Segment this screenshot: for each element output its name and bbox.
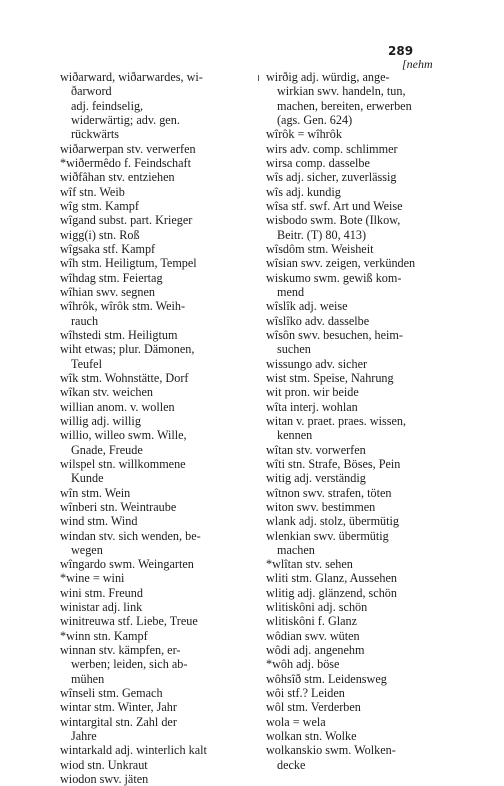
dictionary-entry: wîhstedi stm. Heiligtum bbox=[60, 327, 178, 342]
dictionary-entry: wîhrôk, wîrôk stm. Weih- bbox=[60, 299, 186, 314]
dictionary-entry-continuation: machen, bereiten, erwerben bbox=[277, 98, 412, 113]
dictionary-entry-continuation: mühen bbox=[71, 671, 105, 686]
dictionary-entry: *wiðermêdo f. Feindschaft bbox=[60, 155, 191, 170]
dictionary-entry: wist stm. Speise, Nahrung bbox=[266, 370, 394, 385]
dictionary-entry: wisbodo swm. Bote (Ilkow, bbox=[266, 213, 401, 228]
dictionary-entry-continuation: Gnade, Freude bbox=[71, 442, 143, 457]
carryover-text: [nehm bbox=[402, 57, 433, 71]
dictionary-entry: wilspel stn. willkommene bbox=[60, 456, 186, 471]
dictionary-entry-continuation: wirkian swv. handeln, tun, bbox=[277, 84, 406, 99]
dictionary-entry: wit pron. wir beide bbox=[266, 385, 359, 400]
dictionary-entry: wîgsaka stf. Kampf bbox=[60, 241, 156, 256]
dictionary-entry-continuation: (ags. Gen. 624) bbox=[277, 112, 353, 127]
dictionary-entry: wlitiskôni adj. schön bbox=[266, 600, 368, 615]
dictionary-entry: wîs adj. sicher, zuverlässig bbox=[266, 170, 397, 185]
dictionary-entry: wiðarward, wiðarwardes, wi- bbox=[60, 70, 203, 84]
dictionary-entry: wôhsîð stm. Leidensweg bbox=[266, 671, 387, 686]
dictionary-entry-continuation: rauch bbox=[71, 313, 99, 328]
dictionary-entry: wîhdag stm. Feiertag bbox=[60, 270, 163, 285]
dictionary-entry: wiskumo swm. gewiß kom- bbox=[266, 270, 402, 285]
dictionary-entry: wintarkald adj. winterlich kalt bbox=[60, 743, 207, 758]
dictionary-entry: wîf stn. Weib bbox=[60, 184, 125, 199]
dictionary-entry: wîhian swv. segnen bbox=[60, 284, 155, 299]
dictionary-entry: wîsa stf. swf. Art und Weise bbox=[266, 198, 403, 213]
dictionary-entry: witan v. praet. praes. wissen, bbox=[266, 413, 407, 428]
dictionary-entry: wîslîk adj. weise bbox=[266, 299, 348, 314]
dictionary-entry: wiod stn. Unkraut bbox=[60, 757, 148, 772]
dictionary-entry: wini stm. Freund bbox=[60, 585, 143, 600]
dictionary-entry: wîslîko adv. dasselbe bbox=[266, 313, 370, 328]
dictionary-entry-continuation: Beitr. (T) 80, 413) bbox=[277, 227, 367, 242]
dictionary-entry: willio, willeo swm. Wille, bbox=[60, 428, 187, 443]
dictionary-entry: *winn stn. Kampf bbox=[60, 628, 148, 643]
dictionary-entry-continuation: Kunde bbox=[71, 471, 104, 486]
dictionary-entry: wolkan stn. Wolke bbox=[266, 729, 357, 744]
dictionary-entry: wôi stf.? Leiden bbox=[266, 686, 345, 701]
dictionary-entry: wintargital stn. Zahl der bbox=[60, 714, 177, 729]
dictionary-entry: winnan stv. kämpfen, er- bbox=[60, 643, 181, 658]
dictionary-entry: wîn stm. Wein bbox=[60, 485, 131, 500]
dictionary-entry: winistar adj. link bbox=[60, 600, 143, 615]
dictionary-entry: *wlîtan stv. sehen bbox=[266, 557, 353, 572]
dictionary-entry: wiht etwas; plur. Dämonen, bbox=[60, 342, 195, 357]
dictionary-entry: *wôh adj. böse bbox=[266, 657, 340, 672]
dictionary-entry: wolkanskio swm. Wolken- bbox=[266, 743, 396, 758]
dictionary-entry-continuation: widerwärtig; adv. gen. bbox=[71, 112, 180, 127]
dictionary-entry: wîgand subst. part. Krieger bbox=[60, 213, 193, 228]
right-column bbox=[266, 70, 456, 772]
dictionary-entry: wôdi adj. angenehm bbox=[266, 643, 365, 658]
dictionary-entry: *wine = wini bbox=[60, 571, 125, 586]
left-column bbox=[60, 70, 250, 786]
dictionary-entry: windan stv. sich wenden, be- bbox=[60, 528, 201, 543]
dictionary-entry: wînseli stm. Gemach bbox=[60, 686, 163, 701]
dictionary-entry: wlitig adj. glänzend, schön bbox=[266, 585, 397, 600]
dictionary-entry: wîsdôm stm. Weisheit bbox=[266, 241, 374, 256]
dictionary-entry: wîti stn. Strafe, Böses, Pein bbox=[266, 456, 401, 471]
dictionary-entry: witon swv. bestimmen bbox=[266, 499, 376, 514]
dictionary-entry: wlitiskôni f. Glanz bbox=[266, 614, 358, 629]
dictionary-entry: wlenkian swv. übermütig bbox=[266, 528, 389, 543]
dictionary-entry: wîtnon swv. strafen, töten bbox=[266, 485, 392, 500]
dictionary-entry: wîngardo swm. Weingarten bbox=[60, 557, 194, 572]
dictionary-entry: wîk stm. Wohnstätte, Dorf bbox=[60, 370, 189, 385]
dictionary-entry-continuation: machen bbox=[277, 542, 315, 557]
dictionary-entry: wliti stm. Glanz, Aussehen bbox=[266, 571, 398, 586]
dictionary-entry: wôl stm. Verderben bbox=[266, 700, 361, 715]
dictionary-entry: wind stm. Wind bbox=[60, 514, 138, 529]
dictionary-entry: wiodon swv. jäten bbox=[60, 772, 149, 786]
dictionary-entry: wola = wela bbox=[266, 714, 326, 729]
dictionary-entry-continuation: werben; leiden, sich ab- bbox=[71, 657, 188, 672]
dictionary-entry-continuation: Jahre bbox=[71, 729, 97, 744]
dictionary-entry: wigg(i) stn. Roß bbox=[60, 227, 140, 242]
dictionary-entry: wissungo adv. sicher bbox=[266, 356, 368, 371]
dictionary-entry: wîg stm. Kampf bbox=[60, 198, 139, 213]
dictionary-entry: wîsian swv. zeigen, verkünden bbox=[266, 256, 416, 271]
dictionary-entry: willig adj. willig bbox=[60, 413, 141, 428]
dictionary-entry: wîta interj. wohlan bbox=[266, 399, 358, 414]
dictionary-entry: wiðarwerpan stv. verwerfen bbox=[60, 141, 196, 156]
dictionary-entry: witig adj. verständig bbox=[266, 471, 366, 486]
dictionary-entry-continuation: mend bbox=[277, 284, 305, 299]
page-number: 289 bbox=[388, 44, 414, 58]
dictionary-entry: wîsôn swv. besuchen, heim- bbox=[266, 327, 403, 342]
dictionary-entry-continuation: ðarword bbox=[71, 84, 112, 99]
dictionary-entry: winitreuwa stf. Liebe, Treue bbox=[60, 614, 198, 629]
dictionary-entry: wirsa comp. dasselbe bbox=[266, 155, 370, 170]
dictionary-entry-continuation: kennen bbox=[277, 428, 313, 443]
dictionary-entry: wîkan stv. weichen bbox=[60, 385, 153, 400]
dictionary-entry: wîtan stv. vorwerfen bbox=[266, 442, 366, 457]
dictionary-entry: wintar stm. Winter, Jahr bbox=[60, 700, 177, 715]
column-divider bbox=[258, 75, 259, 81]
dictionary-entry: wôdian swv. wüten bbox=[266, 628, 360, 643]
dictionary-entry-continuation: suchen bbox=[277, 342, 311, 357]
dictionary-entry-continuation: adj. feindselig, bbox=[71, 98, 144, 113]
dictionary-entry: wîrôk = wîhrôk bbox=[266, 127, 342, 142]
dictionary-entry: wirðig adj. würdig, ange- bbox=[266, 70, 390, 84]
dictionary-entry: wînberi stn. Weintraube bbox=[60, 499, 177, 514]
dictionary-entry: wîs adj. kundig bbox=[266, 184, 341, 199]
dictionary-entry: wîh stm. Heiligtum, Tempel bbox=[60, 256, 197, 271]
dictionary-entry: willian anom. v. wollen bbox=[60, 399, 175, 414]
dictionary-entry: wlank adj. stolz, übermütig bbox=[266, 514, 400, 529]
dictionary-entry: wirs adv. comp. schlimmer bbox=[266, 141, 398, 156]
dictionary-entry-continuation: decke bbox=[277, 757, 306, 772]
dictionary-entry-continuation: wegen bbox=[71, 542, 103, 557]
dictionary-entry-continuation: rückwärts bbox=[71, 127, 120, 142]
dictionary-entry: wiðfâhan stv. entziehen bbox=[60, 170, 175, 185]
dictionary-entry-continuation: Teufel bbox=[71, 356, 102, 371]
